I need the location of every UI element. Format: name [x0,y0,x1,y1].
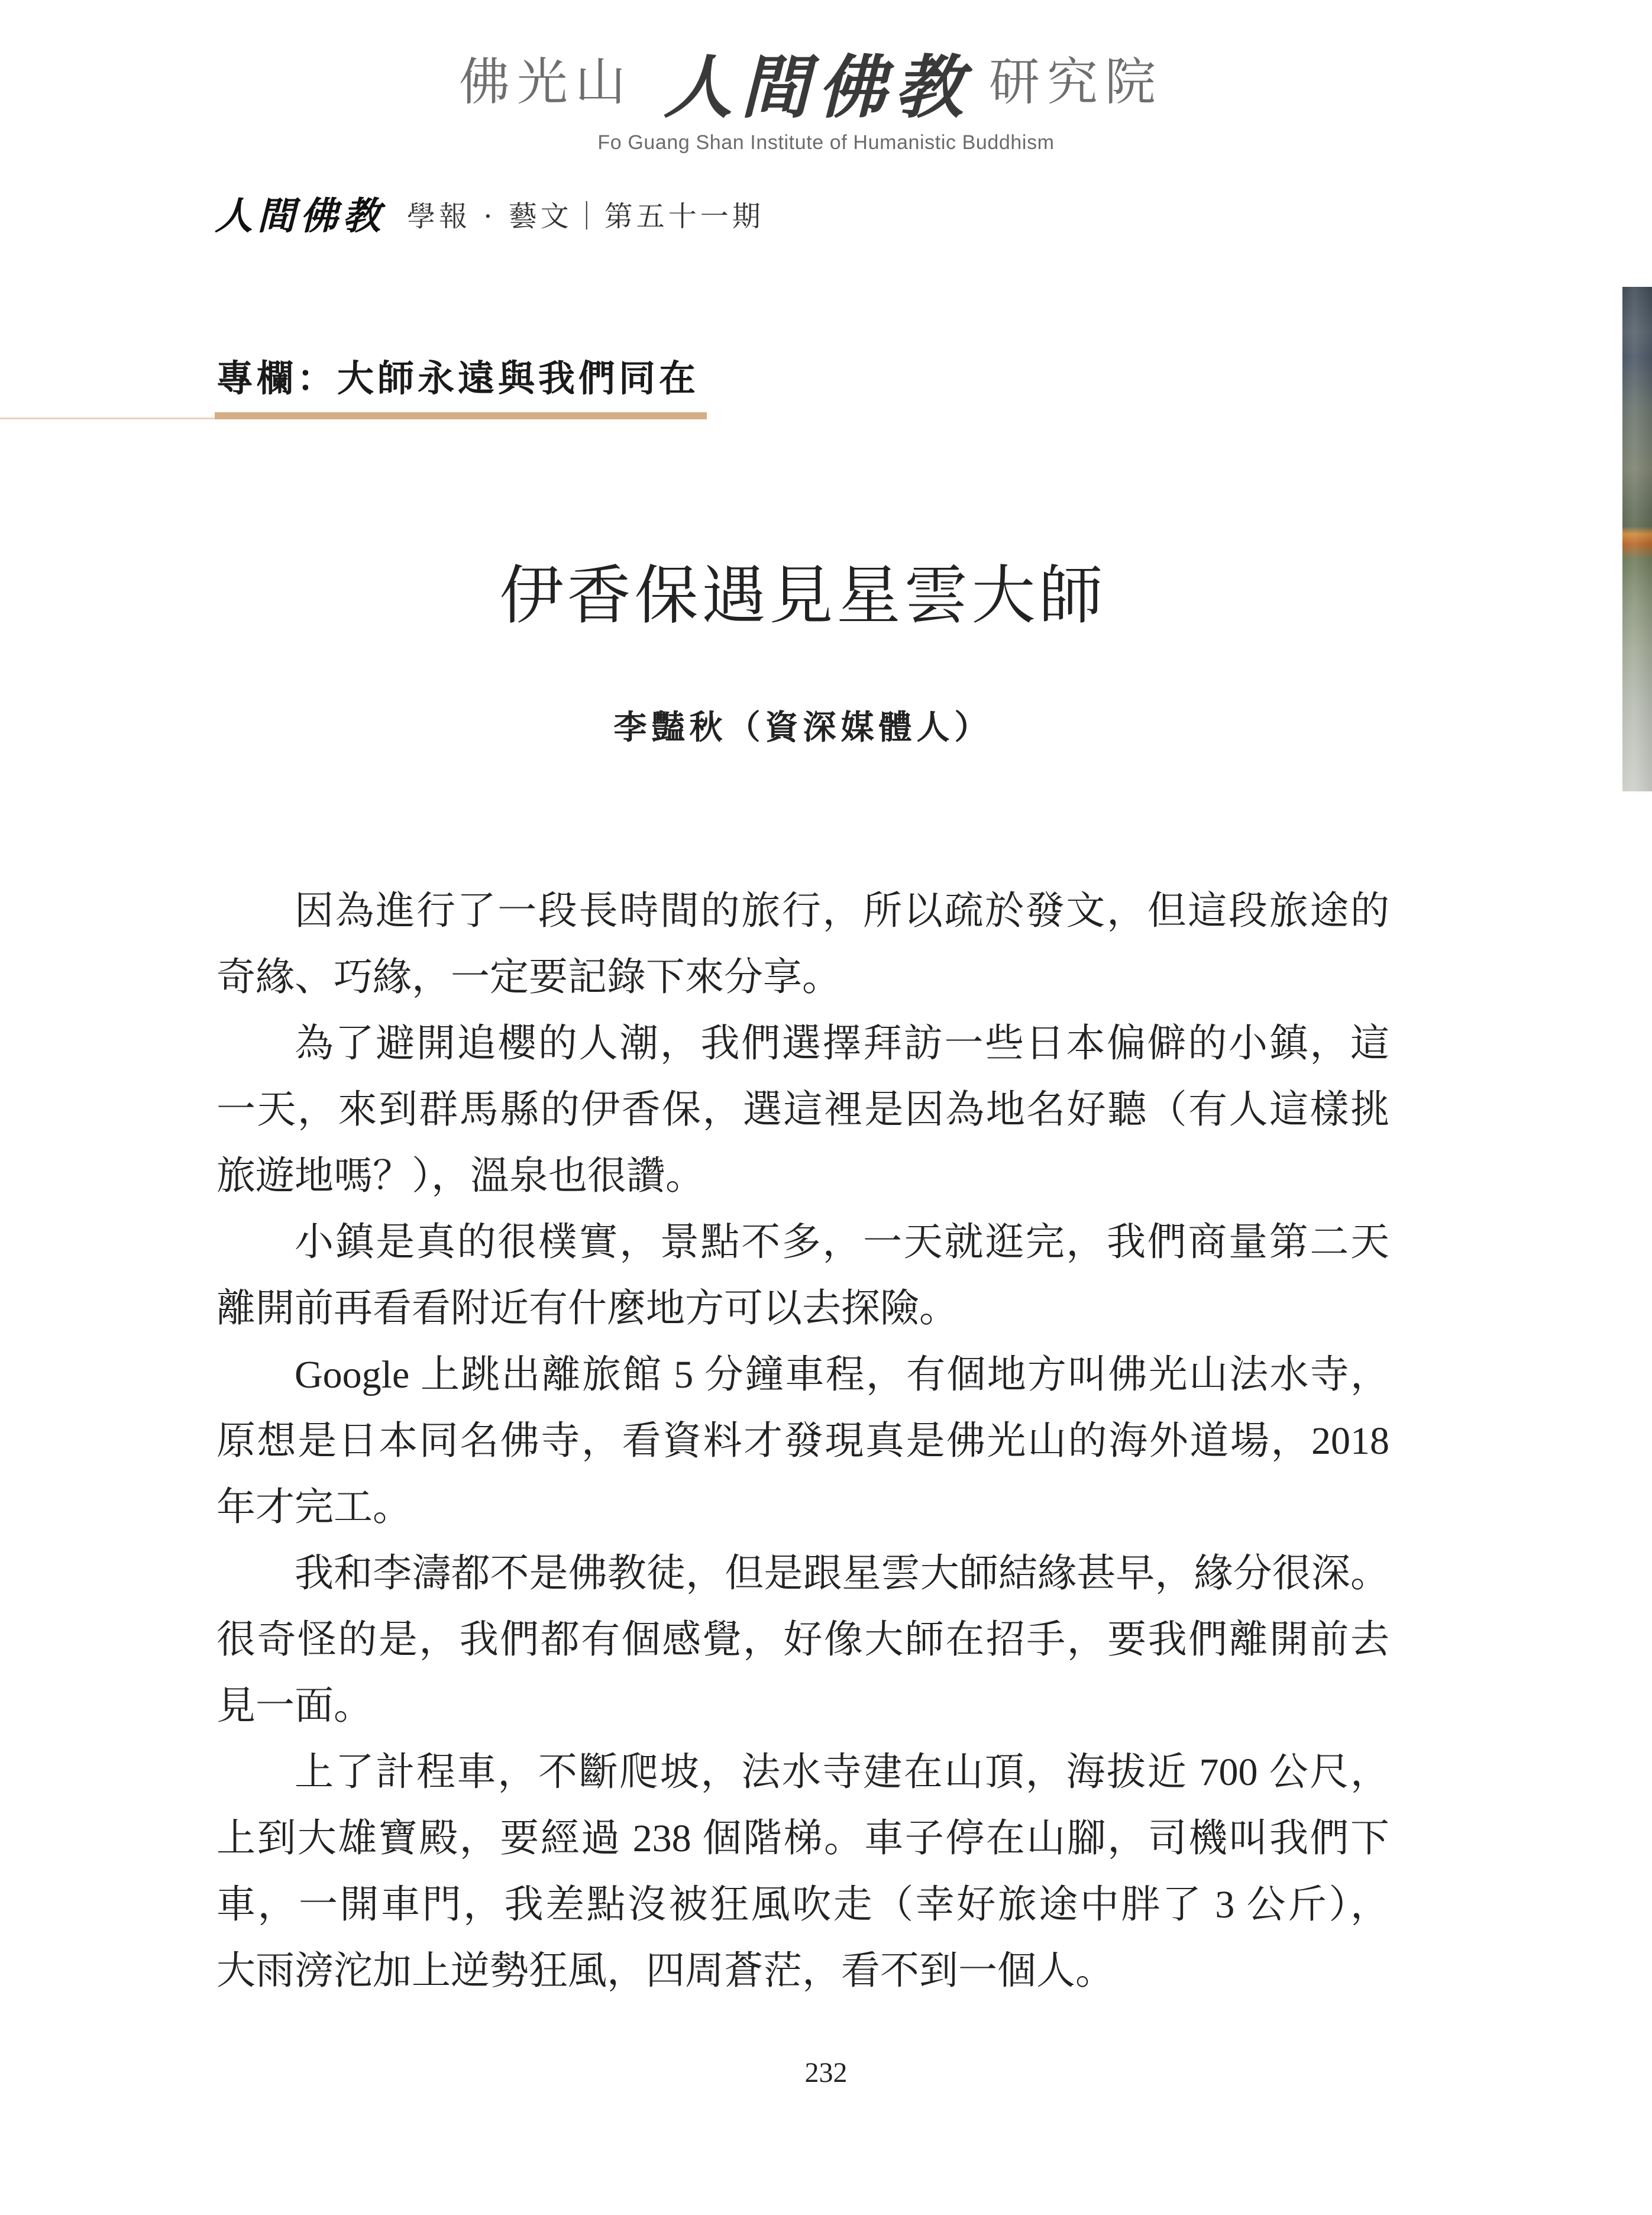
paragraph [216,1541,1389,1739]
body-line: 見一面。 [216,1684,373,1728]
column-rule-accent [215,412,707,419]
journal-logo-calligraphy: 人間佛教 [215,194,385,238]
paragraph [216,1342,1389,1541]
body-line: 一天，來到群馬縣的伊香保，選這裡是因為地名好聽（有人這樣挑 [216,1088,1389,1131]
institute-english-name: Fo Guang Shan Institute of Humanistic Buddhism [597,131,1055,154]
paragraph [216,1739,1389,2004]
column-rule-thin [0,418,215,419]
body-line: 大雨滂沱加上逆勢狂風，四周蒼茫，看不到一個人。 [216,1949,1114,1993]
body-line: 我和李濤都不是佛教徒，但是跟星雲大師結緣甚早，緣分很深。 [295,1552,1389,1595]
body-line: 很奇怪的是，我們都有個感覺，好像大師在招手，要我們離開前去 [216,1618,1389,1661]
article-title: 伊香保遇見星雲大師 [499,559,1107,633]
paragraph [216,1210,1389,1342]
body-line: 上了計程車，不斷爬坡，法水寺建在山頂，海拔近 700 公尺， [295,1751,1389,1794]
body-line: 旅遊地嗎？），溫泉也很讚。 [216,1155,704,1198]
body-line: 離開前再看看附近有什麼地方可以去探險。 [216,1287,958,1330]
paragraph [216,1011,1389,1210]
column-heading: 專欄：大師永遠與我們同在 [216,357,700,400]
article-author: 李豔秋（資深媒體人） [613,708,993,747]
body-line: 上到大雄寶殿，要經過 238 個階梯。車子停在山腳，司機叫我們下 [216,1817,1389,1860]
paragraph [216,878,1389,1011]
institute-name-suffix: 研究院 [989,53,1163,112]
side-photo-strip [1622,287,1652,791]
article-body [216,878,1389,2004]
body-line: 年才完工。 [216,1486,412,1529]
body-line: 小鎮是真的很樸實，景點不多，一天就逛完，我們商量第二天 [295,1221,1389,1264]
institute-name-prefix: 佛光山 [459,53,633,112]
body-line: 原想是日本同名佛寺，看資料才發現真是佛光山的海外道場，2018 [216,1419,1389,1463]
body-line: 車，一開車門，我差點沒被狂風吹走（幸好旅途中胖了 3 公斤）， [216,1883,1389,1926]
body-line: 為了避開追櫻的人潮，我們選擇拜訪一些日本偏僻的小鎮，這 [295,1022,1389,1065]
body-line: 奇緣、巧緣，一定要記錄下來分享。 [216,956,841,999]
body-line: 因為進行了一段長時間的旅行，所以疏於發文，但這段旅途的 [295,890,1389,933]
body-line: Google 上跳出離旅館 5 分鐘車程，有個地方叫佛光山法水寺， [295,1353,1389,1396]
page-number: 232 [804,2057,848,2088]
institute-logo-calligraphy: 人間佛教 [664,47,971,128]
journal-section-label: 學報 · 藝文｜第五十一期 [407,200,764,233]
